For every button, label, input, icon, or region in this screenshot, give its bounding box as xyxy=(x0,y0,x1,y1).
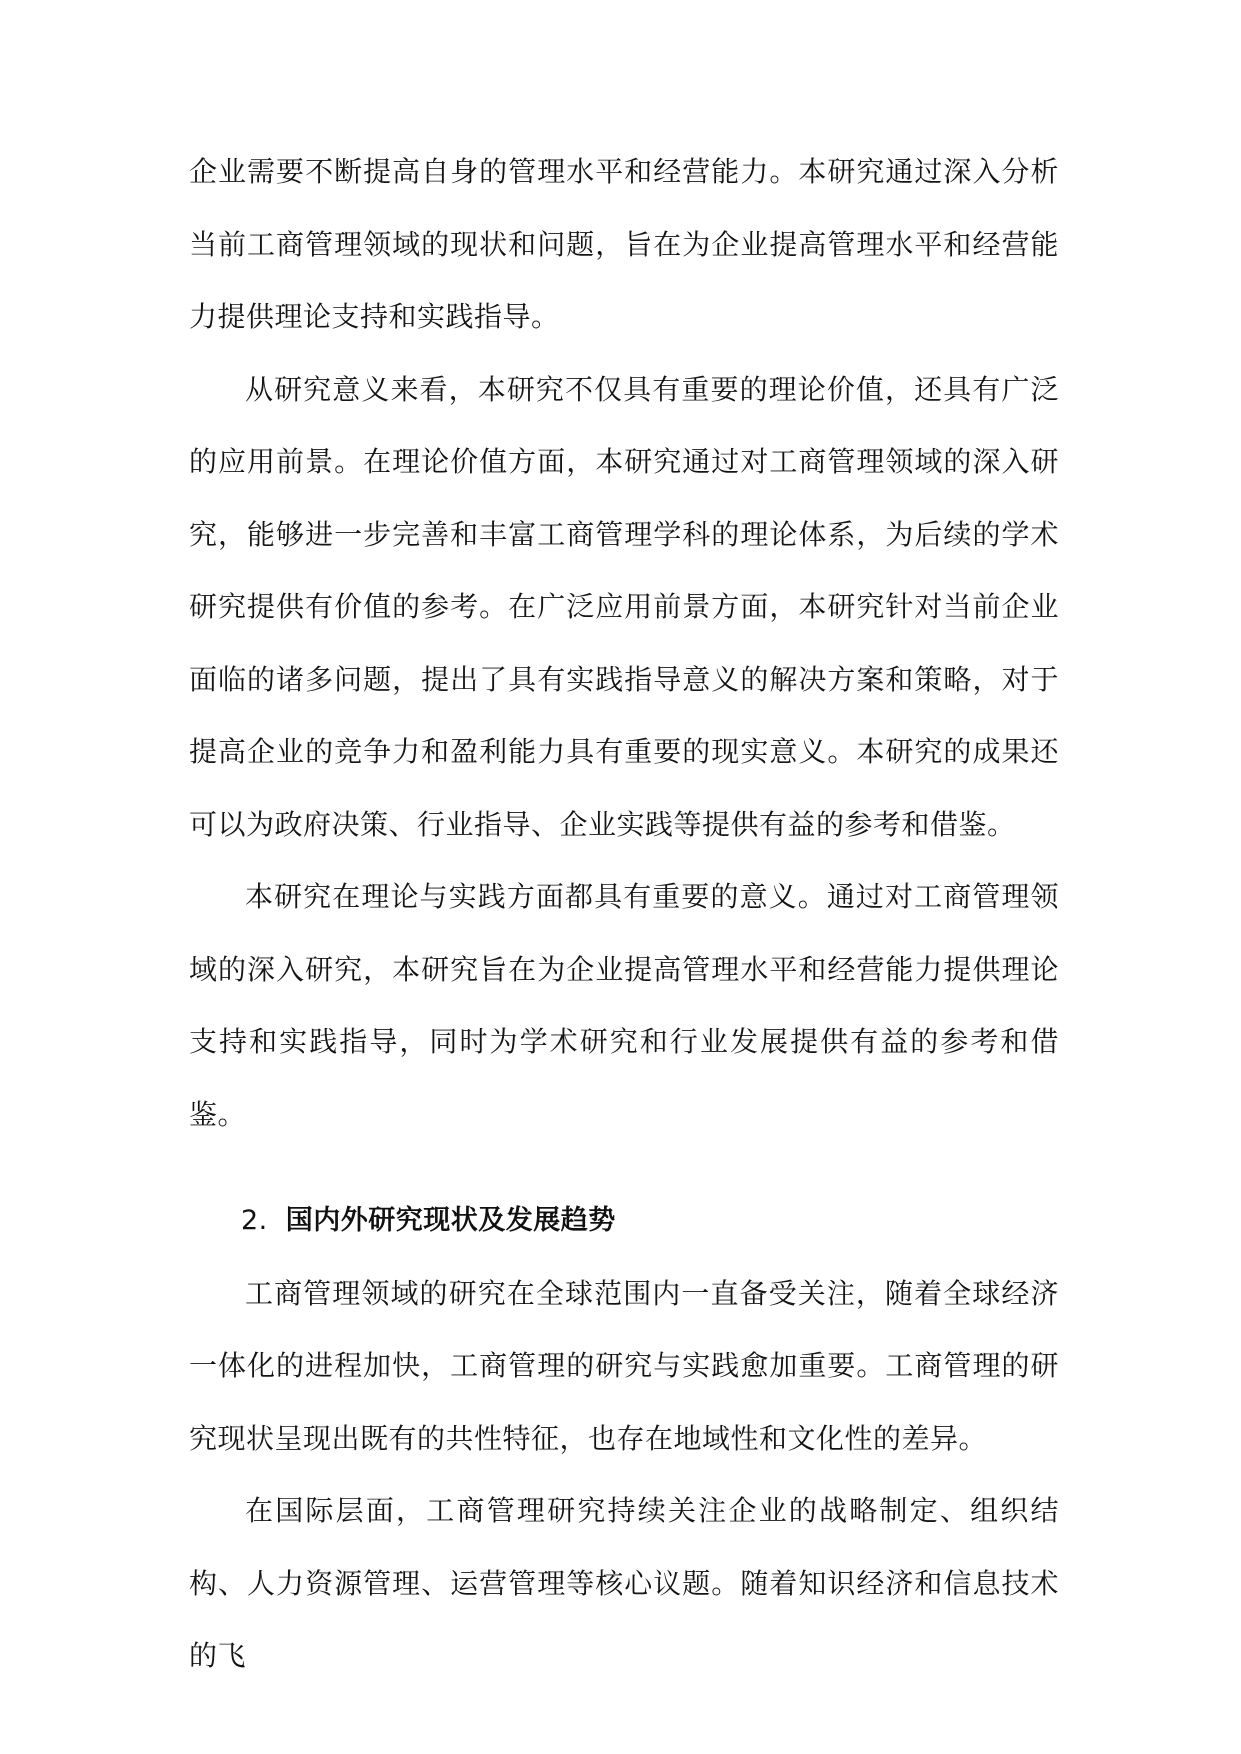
paragraph-summary: 本研究在理论与实践方面都具有重要的意义。通过对工商管理领域的深入研究，本研究旨在为企业提高管理水平和经营能力提供理论支持和实践指导，同时为学术研究和行业发展提供有益的参考和借鉴。 xyxy=(189,880,1059,1131)
paragraph-continuation: 企业需要不断提高自身的管理水平和经营能力。本研究通过深入分析当前工商管理领域的现状和问题，旨在为企业提高管理水平和经营能力提供理论支持和实践指导。 xyxy=(189,155,1059,333)
section-heading xyxy=(189,1185,1059,1258)
section-title: 国内外研究现状及发展趋势 xyxy=(285,1205,616,1236)
paragraph-research-significance: 从研究意义来看，本研究不仅具有重要的理论价值，还具有广泛的应用前景。在理论价值方面，本研究通过对工商管理领域的深入研究，能够进一步完善和丰富工商管理学科的理论体系，为后续的学术研究提供有价值的参考。在广泛应用前景方面，本研究针对当前企业面临的诸多问题，提出了具有实践指导意义的解决方案和策略，对于提高企业的竞争力和盈利能力具有重要的现实意义。本研究的成果还可以为政府决策、行业指导、企业实践等提供有益的参考和借鉴。 xyxy=(189,372,1059,841)
paragraph-research-overview: 工商管理领域的研究在全球范围内一直备受关注，随着全球经济一体化的进程加快，工商管理的研究与实践愈加重要。工商管理的研究现状呈现出既有的共性特征，也存在地域性和文化性的差异。 xyxy=(189,1276,1059,1455)
paragraph-international-level: 在国际层面，工商管理研究持续关注企业的战略制定、组织结构、人力资源管理、运营管理等核心议题。随着知识经济和信息技术的飞 xyxy=(189,1494,1059,1672)
section-number: 2. xyxy=(241,1205,268,1236)
document-body xyxy=(189,136,1059,1693)
